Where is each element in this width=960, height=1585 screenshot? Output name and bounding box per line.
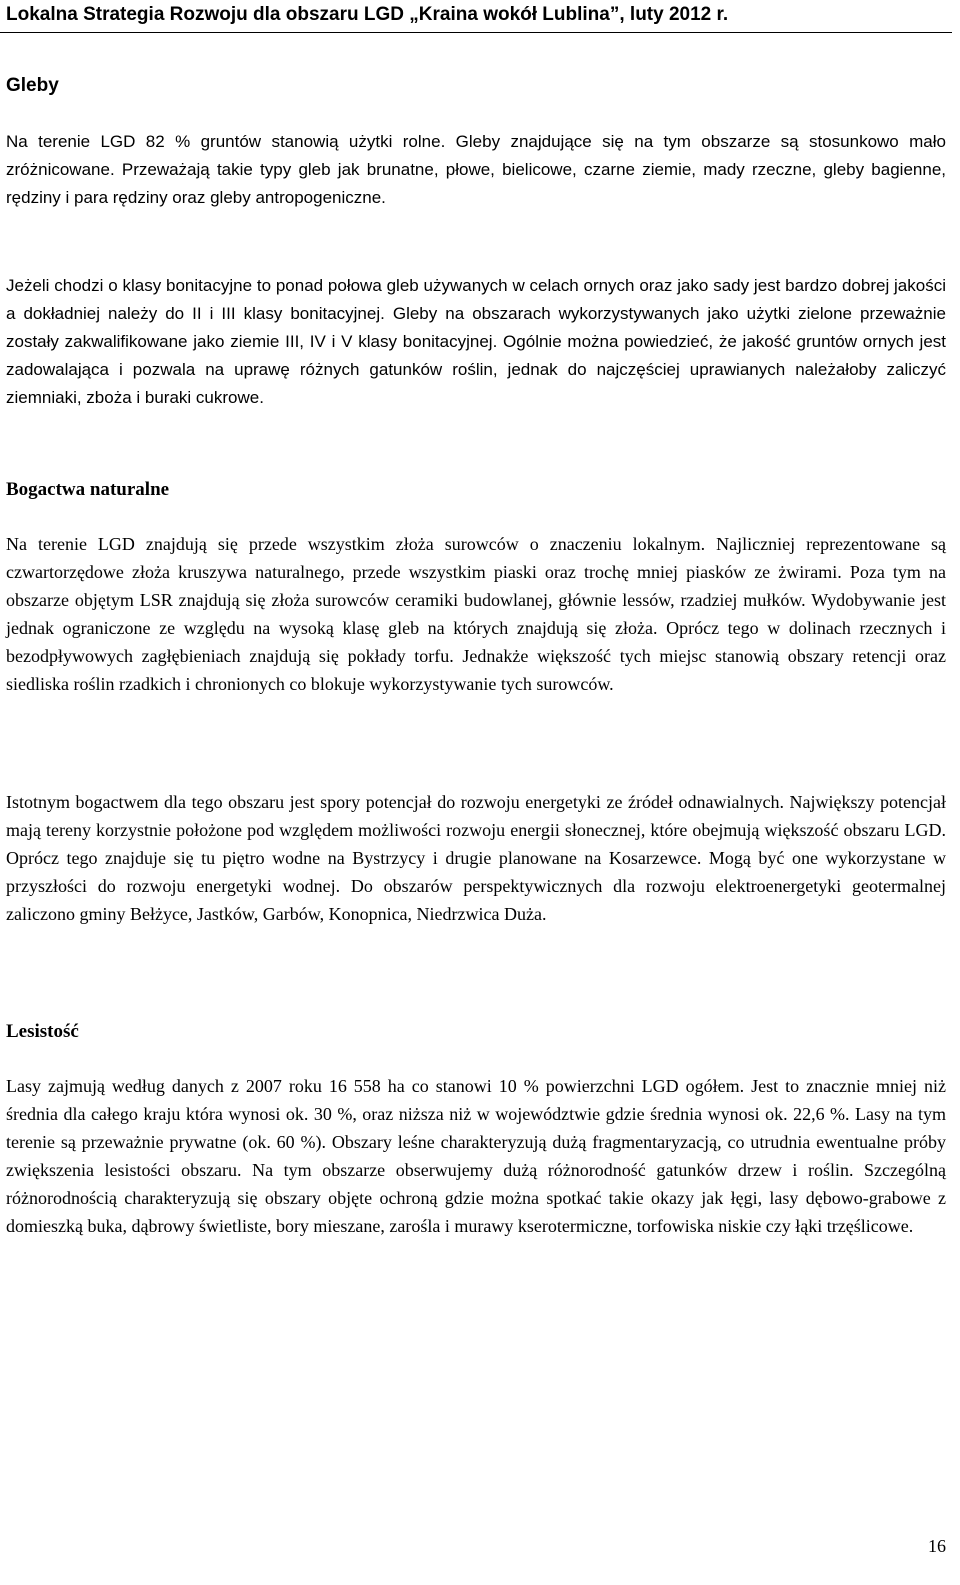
running-header: Lokalna Strategia Rozwoju dla obszaru LGD „Kraina wokół Lublina”, luty 2012 r. xyxy=(6,4,729,25)
paragraph-lesistosc-1: Lasy zajmują według danych z 2007 roku 16 558 ha co stanowi 10 % powierzchni LGD ogółem. Jest to znacznie mniej niż średnia dla całego kraju która wynosi ok. 30 %, oraz niższa niż w województwie gdzie średnia wynosi ok. 22,6 %. Lasy na tym terenie są przeważnie prywatne (ok. 60 %). Obszary leśne charakteryzują dużą fragmentaryzacją, co utrudnia ewentualne próby zwiększenia lesistości obszaru. Na tym obszarze obserwujemy dużą różnorodność gatunków drzew i roślin. Szczególną różnorodnością charakteryzują się obszary objęte ochroną gdzie można spotkać takie okazy jak łęgi, lasy dębowo-grabowe z domieszką buka, dąbrowy świetliste, bory mieszane, zarośla i murawy kserotermiczne, torfowiska niskie czy łąki trzęślicowe. xyxy=(6,1076,946,1236)
header-divider xyxy=(0,32,952,33)
page-number: 16 xyxy=(928,1536,946,1556)
section-heading-lesistosc: Lesistość xyxy=(6,1021,79,1042)
paragraph-gleby-1: Na terenie LGD 82 % gruntów stanowią użytki rolne. Gleby znajdujące się na tym obszarze są stosunkowo mało zróżnicowane. Przeważają takie typy gleb jak brunatne, płowe, bielicowe, czarne ziemie, mady rzeczne, gleby bagienne, rędziny i para rędziny oraz gleby antropogeniczne. xyxy=(6,132,946,207)
paragraph-bogactwa-1: Na terenie LGD znajdują się przede wszystkim złoża surowców o znaczeniu lokalnym. Najliczniej reprezentowane są czwartorzędowe złoża kruszywa naturalnego, przede wszystkim piaski oraz trochę mniej piasków ze żwirami. Poza tym na obszarze objętym LSR znajdują się złoża surowców ceramiki budowlanej, głównie lessów, rzadziej mułków. Wydobywanie jest jednak ograniczone ze względu na wysoką klasę gleb na których znajdują się złoża. Oprócz tego w dolinach rzecznych i bezodpływowych zagłębieniach znajdują się pokłady torfu. Jednakże większość tych miejsc stanowią obszary retencji oraz siedliska roślin rzadkich i chronionych co blokuje wykorzystywanie tych surowców. xyxy=(6,534,946,694)
paragraph-bogactwa-2: Istotnym bogactwem dla tego obszaru jest spory potencjał do rozwoju energetyki ze źródeł odnawialnych. Największy potencjał mają tereny korzystnie położone pod względem możliwości rozwoju energii słonecznej, które obejmują większość obszaru LGD. Oprócz tego znajduje się tu piętro wodne na Bystrzycy i drugie planowane na Kosarzewce. Mogą być one wykorzystane w przyszłości do rozwoju energetyki wodnej. Do obszarów perspektywicznych dla rozwoju elektroenergetyki geotermalnej zaliczono gminy Bełżyce, Jastków, Garbów, Konopnica, Niedrzwica Duża. xyxy=(6,792,946,924)
section-heading-gleby: Gleby xyxy=(6,75,59,96)
section-heading-bogactwa: Bogactwa naturalne xyxy=(6,479,170,500)
paragraph-gleby-2: Jeżeli chodzi o klasy bonitacyjne to ponad połowa gleb używanych w celach ornych oraz jako sady jest bardzo dobrej jakości a dokładniej należy do II i III klasy bonitacyjnej. Gleby na obszarach wykorzystywanych jako użytki zielone przeważnie zostały zakwalifikowane jako ziemie III, IV i V klasy bonitacyjnej. Ogólnie można powiedzieć, że jakość gruntów ornych jest zadowalająca i pozwala na uprawę różnych gatunków roślin, jednak do najczęściej uprawianych należałoby zaliczyć ziemniaki, zboża i buraki cukrowe. xyxy=(6,276,946,407)
